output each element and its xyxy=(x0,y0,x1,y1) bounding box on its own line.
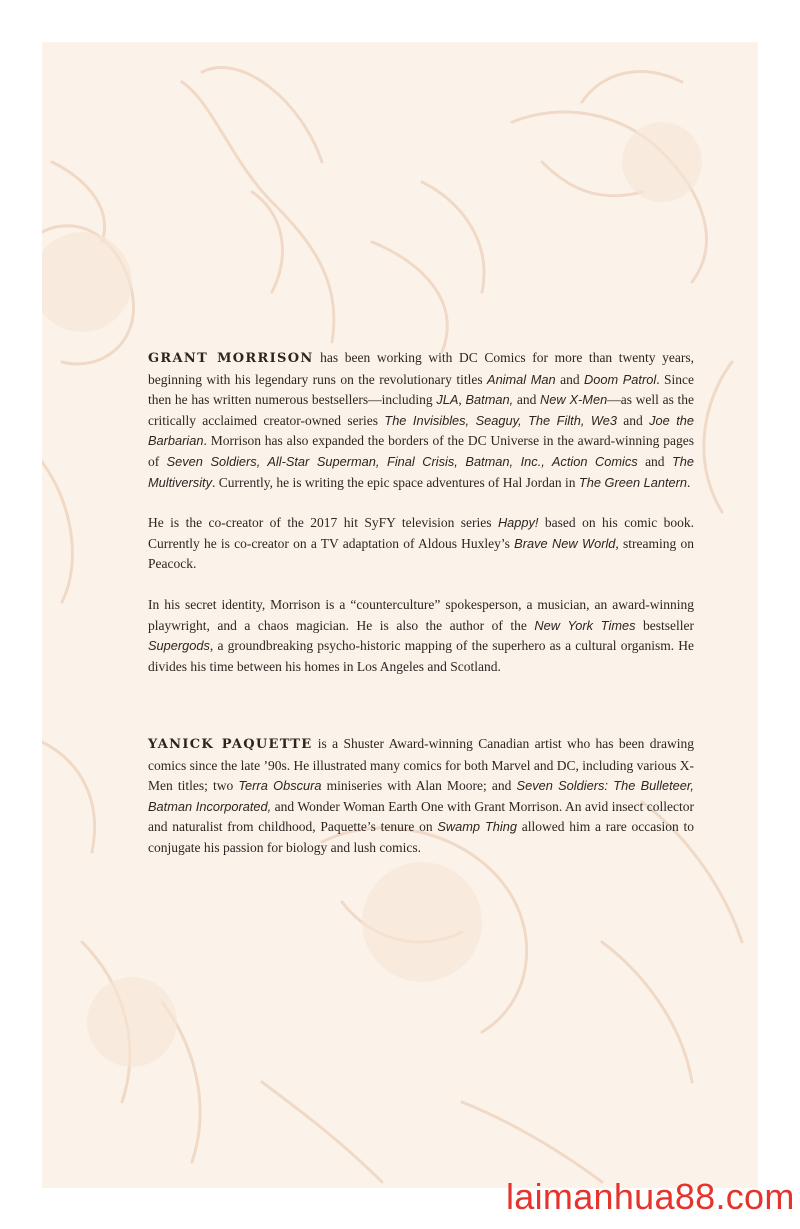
titles-seven-soldiers-batman: Seven Soldiers: The Bulleteer, Batman Incorporated, xyxy=(148,778,694,814)
title-animal-man: Animal Man xyxy=(487,371,556,387)
title-swamp-thing: Swamp Thing xyxy=(437,819,517,835)
titles-dc-universe: Seven Soldiers, All-Star Superman, Final Crisis, Batman, Inc., Action Comics xyxy=(166,453,638,469)
title-new-york-times: New York Times xyxy=(534,617,636,633)
morrison-paragraph-2: He is the co-creator of the 2017 hit SyFY television series Happy! based on his comic book. Currently he is co-creator on a TV adaptation of Aldous Huxley’s Brave New World, streaming on Peacock. xyxy=(148,515,694,572)
yanick-paquette-bio xyxy=(148,734,694,879)
author-name-morrison: GRANT MORRISON xyxy=(148,351,314,366)
title-new-x-men: New X-Men xyxy=(540,392,608,408)
title-supergods: Supergods xyxy=(148,638,210,654)
paquette-paragraph-1: YANICK PAQUETTE is a Shuster Award-winning Canadian artist who has been drawing comics since the late ’90s. He illustrated many comics for both Marvel and DC, including various X-Men titles; two Terra Obscura miniseries with Alan Moore; and Seven Soldiers: The Bulleteer, Batman Incorporated, and Wonder Woman Earth One with Grant Morrison. An avid insect collector and naturalist from childhood, Paquette’s tenure on Swamp Thing allowed him a rare occasion to conjugate his passion for biology and lush comics. xyxy=(148,736,694,855)
author-name-paquette: YANICK PAQUETTE xyxy=(148,737,313,752)
grant-morrison-bio xyxy=(148,348,694,697)
title-joe-the-barbarian: Joe the Barbarian xyxy=(148,412,695,449)
title-happy: Happy! xyxy=(497,515,539,531)
book-page xyxy=(42,42,758,1188)
title-the-multiversity: The Multiversity xyxy=(148,453,694,490)
titles-creator-owned: The Invisibles, Seaguy, The Filth, We3 xyxy=(384,412,617,428)
title-brave-new-world: Brave New World xyxy=(514,535,616,551)
art-rabbit-head xyxy=(182,82,334,342)
title-doom-patrol: Doom Patrol xyxy=(584,371,657,387)
title-terra-obscura: Terra Obscura xyxy=(238,778,322,794)
site-watermark: laimanhua88.com xyxy=(506,1176,795,1217)
morrison-paragraph-3: In his secret identity, Morrison is a “counterculture” spokesperson, a musician, an award-winning playwright, and a chaos magician. He is also the author of the New York Times bestseller Supergods, a groundbreaking psycho-historic mapping of the superhero as a cultural organism. He divides his time between his homes in Los Angeles and Scotland. xyxy=(148,596,695,674)
morrison-paragraph-1: GRANT MORRISON has been working with DC Comics for more than twenty years, beginning with his legendary runs on the revolutionary titles Animal Man and Doom Patrol. Since then he has written numerous bestsellers—including JLA, Batman, and New X-Men—as well as the critically acclaimed creator-owned series The Invisibles, Seaguy, The Filth, We3 and Joe the Barbarian. Morrison has also expanded the borders of the DC Universe in the award-winning pages of Seven Soldiers, All-Star Superman, Final Crisis, Batman, Inc., Action Comics and The Multiversity. Currently, he is writing the epic space adventures of Hal Jordan in The Green Lantern. xyxy=(148,350,695,490)
title-the-green-lantern: The Green Lantern xyxy=(578,474,688,490)
title-jla: JLA xyxy=(436,392,459,408)
title-batman: Batman, xyxy=(465,392,514,408)
